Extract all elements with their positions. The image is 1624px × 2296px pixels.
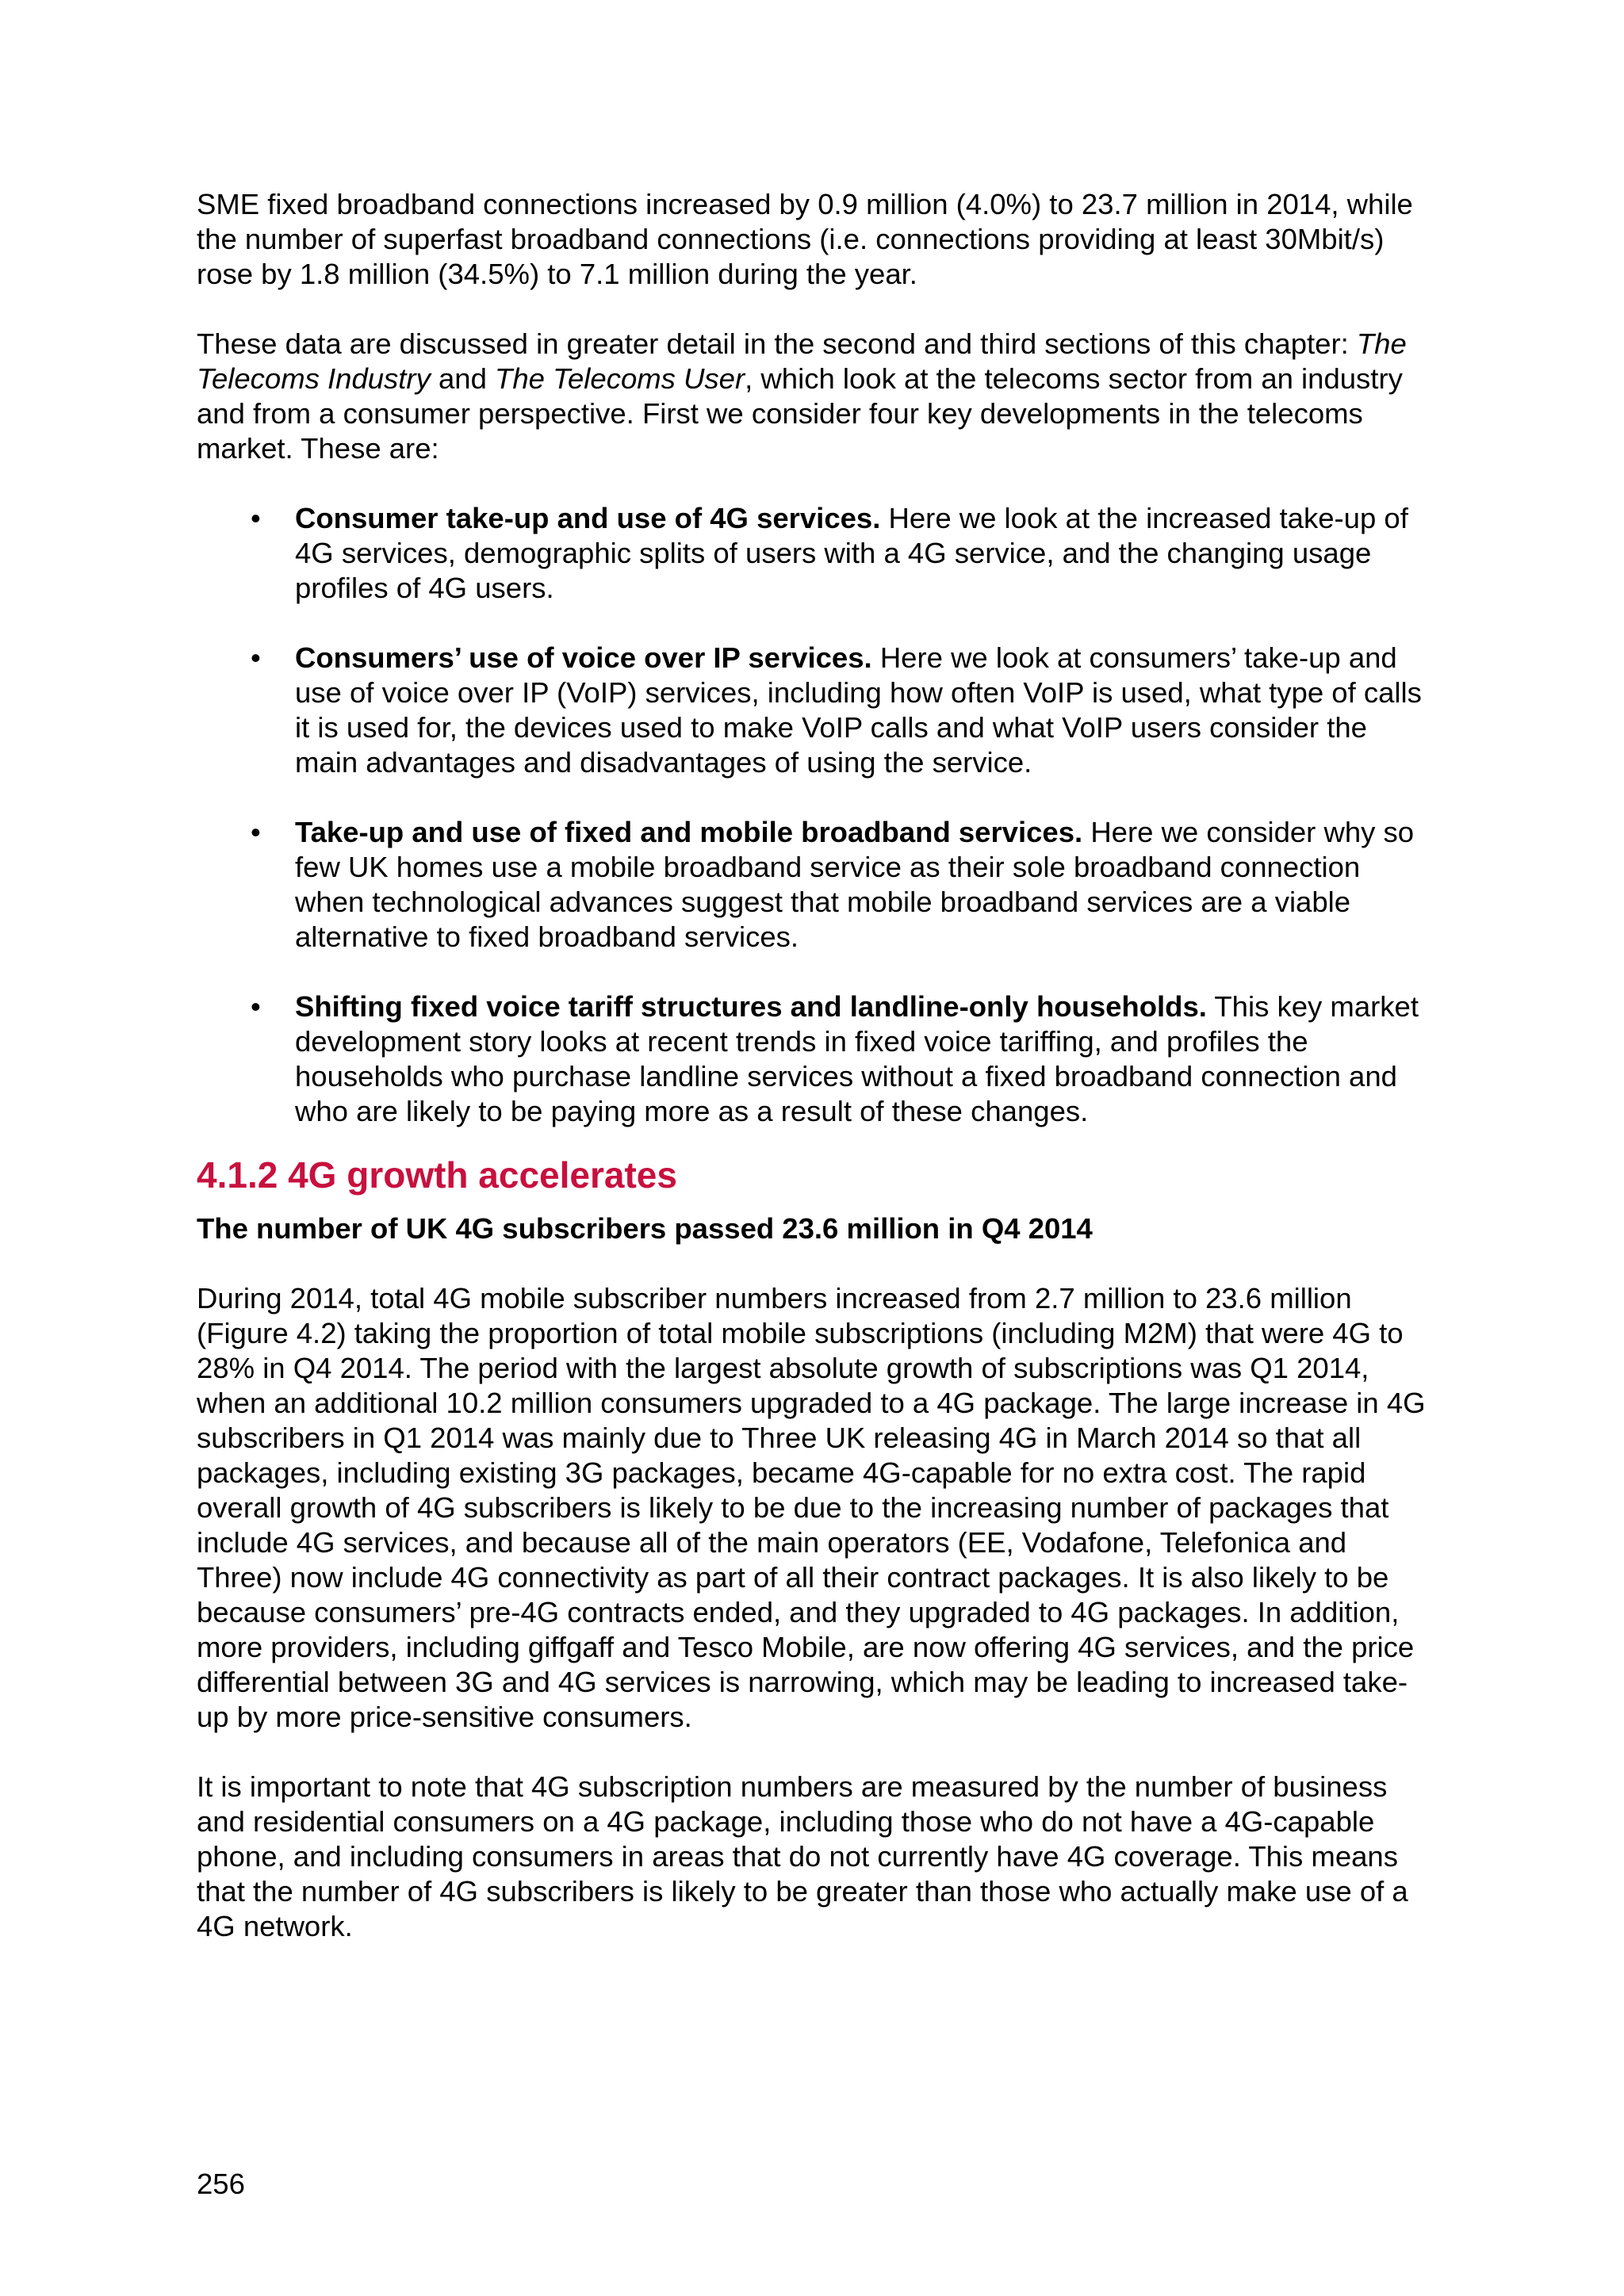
- list-item-title: Take-up and use of fixed and mobile broadband services.: [295, 816, 1083, 848]
- list-item-text: Here we look at consumers’ take-up and use of voice over IP (VoIP) services, including how often VoIP is used, what type of calls it is used for, the devices used to make VoIP calls and what VoIP users consider the main advantages and disadvantages of using the service.: [295, 641, 1422, 779]
- list-item: [197, 641, 1434, 780]
- document-page: [197, 187, 1434, 1944]
- list-item-title: Shifting fixed voice tariff structures and landline-only households.: [295, 990, 1207, 1023]
- list-item: [197, 989, 1434, 1129]
- overview-text-3: , which look at the telecoms sector from an industry and from a consumer perspective. First we consider four key developments in the telecoms market. These are:: [197, 362, 1403, 465]
- overview-text-1: These data are discussed in greater detail in the second and third sections of this chapter:: [197, 327, 1357, 360]
- overview-text-2: and: [430, 362, 496, 395]
- overview-italic-industry: The Telecoms Industry: [197, 327, 1407, 395]
- measurement-note-paragraph: It is important to note that 4G subscription numbers are measured by the number of business and residential consumers on a 4G package, including those who do not have a 4G-capable phone, and including consumers in areas that do not currently have 4G coverage. This means that the number of 4G subscribers is likely to be greater than those who actually make use of a 4G network.: [197, 1770, 1408, 1942]
- list-item-text: Here we consider why so few UK homes use a mobile broadband service as their sole broadband connection when technological advances suggest that mobile broadband services are a viable alternative to fixed broadband services.: [295, 816, 1415, 953]
- list-item-title: Consumers’ use of voice over IP services.: [295, 641, 872, 674]
- list-item-text: Here we look at the increased take-up of 4G services, demographic splits of users with a 4G service, and the changing usage profiles of 4G users.: [295, 502, 1408, 604]
- overview-paragraph: [197, 327, 1434, 466]
- growth-paragraph: During 2014, total 4G mobile subscriber numbers increased from 2.7 million to 23.6 million (Figure 4.2) taking the proportion of total mobile subscriptions (including M2M) that were 4G to 28% in Q4 2014. The period with the largest absolute growth of subscriptions was Q1 2014, when an additional 10.2 million consumers upgraded to a 4G package. The large increase in 4G subscribers in Q1 2014 was mainly due to Three UK releasing 4G in March 2014 so that all packages, including existing 3G packages, became 4G-capable for no extra cost. The rapid overall growth of 4G subscribers is likely to be due to the increasing number of packages that include 4G services, and because all of the main operators (EE, Vodafone, Telefonica and Three) now include 4G connectivity as part of all their contract packages. It is also likely to be because consumers’ pre-4G contracts ended, and they upgraded to 4G packages. In addition, more providers, including giffgaff and Tesco Mobile, are now offering 4G services, and the price differential between 3G and 4G services is narrowing, which may be leading to increased take-up by more price-sensitive consumers.: [197, 1282, 1426, 1733]
- bullet-icon: •: [251, 990, 261, 1023]
- list-item-title: Consumer take-up and use of 4G services.: [295, 502, 881, 534]
- list-item: [197, 815, 1434, 955]
- page-number: 256: [197, 2168, 245, 2200]
- overview-italic-user: The Telecoms User: [495, 362, 745, 395]
- intro-paragraph: SME fixed broadband connections increased by 0.9 million (4.0%) to 23.7 million in 2014, while the number of superfast broadband connections (i.e. connections providing at least 30Mbit/s) rose by 1.8 million (34.5%) to 7.1 million during the year.: [197, 188, 1413, 290]
- section-subheading: The number of UK 4G subscribers passed 23.6 million in Q4 2014: [197, 1212, 1093, 1245]
- bullet-icon: •: [251, 641, 261, 674]
- bullet-icon: •: [251, 502, 261, 534]
- key-developments-list: [197, 501, 1434, 1129]
- section-heading: 4.1.2 4G growth accelerates: [197, 1154, 677, 1196]
- list-item: [197, 501, 1434, 606]
- bullet-icon: •: [251, 816, 261, 848]
- list-item-text: This key market development story looks at recent trends in fixed voice tariffing, and profiles the households who purchase landline services without a fixed broadband connection and who are likely to be paying more as a result of these changes.: [295, 990, 1419, 1127]
